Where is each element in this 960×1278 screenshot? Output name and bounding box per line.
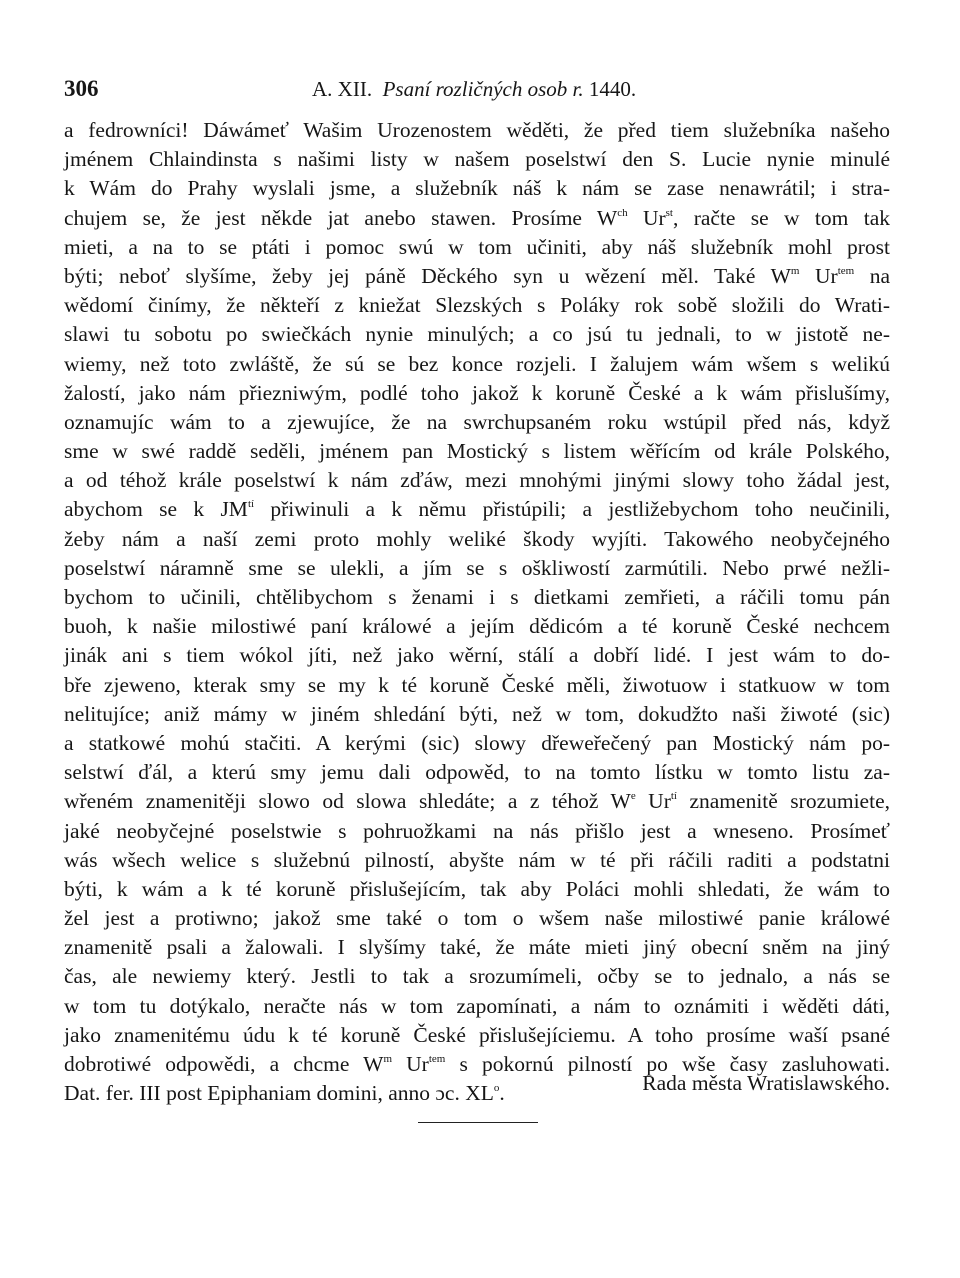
text-line xyxy=(64,233,890,262)
text-line xyxy=(64,817,890,846)
text-line xyxy=(64,583,890,612)
text-line xyxy=(64,495,890,524)
text-line xyxy=(64,962,890,991)
text-line xyxy=(64,787,890,816)
section-label: A. XII. xyxy=(312,77,373,101)
text-line xyxy=(64,846,890,875)
text-segment: býti, k wám a k té koruně přislušejícím, tak aby Poláci mohli shledati, že wám to xyxy=(64,876,890,901)
text-line xyxy=(64,904,890,933)
text-line xyxy=(64,641,890,670)
text-segment: žel jest a protiwno; jakož sme také o tom o wšem naše milostiwé panie králowé xyxy=(64,906,890,931)
text-segment: a fedrowníci! Dáwámeť Wašim Urozenostem wěděti, že před tiem služebníka našeho xyxy=(64,118,890,142)
text-segment: bychom to učinili, chtělibychom s ženami i s dietkami zemřieti, a ráčili tomu pán xyxy=(64,585,890,609)
text-segment: Ur xyxy=(635,789,671,814)
text-segment: bře zjeweno, kterak smy se my k té koruně České měli, žiwotuow i statkuow w tom xyxy=(64,672,890,697)
text-segment: Ur xyxy=(627,205,666,230)
running-title xyxy=(312,72,636,106)
text-segment: oznamujíc wám to a zjewujíce, že na swrchupsaném roku wstúpil před nás, když xyxy=(64,409,890,434)
superscript: m xyxy=(790,264,800,277)
text-segment: poselstwí náramně sme se ulekli, a jím se s oškliwostí zarmútili. Nebo prwé nežli- xyxy=(64,555,890,580)
text-segment: slawi tu sobotu po swiečkách nynie minulých; a co jsú tu jednali, to w jistotě ne- xyxy=(64,322,890,347)
superscript: tí xyxy=(670,790,677,803)
text-segment: selstwí ďál, a kterú smy jemu dali odpowěd, to na tomto lístku w tomto listu za- xyxy=(64,760,890,785)
closing-rule xyxy=(418,1122,538,1123)
text-line xyxy=(64,554,890,583)
text-segment: s pokornú pilností po wše časy zasluhowati. xyxy=(445,1052,891,1076)
text-segment: čas, ale newiemy který. Jestli to tak a srozumímeli, očby se to jednalo, a nás se xyxy=(64,964,890,989)
superscript: m xyxy=(383,1053,392,1065)
text-line xyxy=(64,1021,890,1050)
text-line xyxy=(64,350,890,379)
text-segment: wiemy, než toto zwláště, že sú se bez konce rozjeli. I žalujem wám wšem s welikú xyxy=(64,351,890,376)
text-line xyxy=(64,700,890,729)
text-segment: jinák ani s tiem wókol jíti, než jako wěrní, stálí a dobří lidé. I jest wám to do- xyxy=(64,643,890,668)
text-segment: na xyxy=(854,263,891,288)
text-line xyxy=(64,758,890,787)
text-segment: buoh, k našie milostiwé paní králowé a jejím dědicóm a té koruně České nechcem xyxy=(64,614,890,639)
text-segment: sme w swé raddě seděli, jménem pan Mostický s listem wěřícím od krále Polského, xyxy=(64,439,890,464)
running-head xyxy=(64,72,899,106)
text-segment: přiwinuli a k němu přistúpili; a jestližebychom toho neučinili, xyxy=(254,497,891,522)
text-segment: k Wám do Prahy wyslali jsme, a služebník náš k nám se zase nenawrátil; i stra- xyxy=(64,176,890,201)
text-segment: nelitujíce; aniž mámy w jiném shledání býti, než w tom, dokudžto naši žiwoté (sic) xyxy=(64,701,890,726)
text-segment: dobrotiwé odpowědi, a chcme W xyxy=(64,1052,384,1076)
text-segment: jaké neobyčejné poselstwie s pohruožkami na nás přišlo jest a wneseno. Prosímeť xyxy=(64,818,890,843)
text-segment: jménem Chlaindinsta s našimi listy w našem poselstwí den S. Lucie nynie minulé xyxy=(64,147,890,172)
letter-body xyxy=(64,116,890,1108)
superscript: o xyxy=(493,1082,500,1095)
text-segment: Ur xyxy=(392,1052,429,1076)
text-line xyxy=(64,320,890,349)
text-line xyxy=(64,933,890,962)
text-segment: znamenitě psali a žalowali. I slyšímy také, že máte mieti jiný obecní sněm na jiný xyxy=(64,935,890,960)
text-segment: Dat. fer. III post Epiphaniam domini, anno ɔc. XL xyxy=(64,1081,494,1106)
text-segment: mieti, a na to se ptáti i pomoc swú w tom učiniti, aby náš služebník mohl prost xyxy=(64,234,890,259)
text-segment: jako znamenitému údu k té koruně České přislušejíciemu. A toho prosíme waší psané xyxy=(64,1022,890,1047)
text-line xyxy=(64,612,890,641)
text-segment: znamenitě srozumiete, xyxy=(677,789,890,814)
text-line xyxy=(64,437,890,466)
running-title-year: 1440. xyxy=(588,77,637,101)
text-segment: a statkowé mohú stačiti. A kerými (sic) slowy dřeweřečený pan Mostický nám po- xyxy=(64,730,890,755)
text-line xyxy=(64,174,890,203)
text-segment: w tom tu dotýkalo, neračte nás w tom zapomínati, a nám to oznámiti i wěděti dáti, xyxy=(64,993,890,1018)
text-segment: . xyxy=(499,1081,505,1106)
text-segment: wědomí činímy, že někteří z kniežat Slezských s Poláky rok sobě složili do Wrati- xyxy=(64,293,890,318)
text-line xyxy=(64,671,890,700)
text-line xyxy=(64,204,890,233)
text-line xyxy=(64,145,890,174)
superscript: st xyxy=(665,206,673,219)
text-segment: Ur xyxy=(799,263,838,288)
superscript: ch xyxy=(617,206,628,219)
text-segment: býti; neboť slyšíme, žeby jej páně Děckého syn u wězení měl. Také W xyxy=(64,263,791,288)
text-line xyxy=(64,291,890,320)
text-segment: žalostí, jako nám přiezniwým, podlé toho jakož k koruně České a k wám přislušímy, xyxy=(64,380,890,405)
text-segment: chujem se, že jest někde jat anebo stawen. Prosíme W xyxy=(64,205,618,230)
text-line xyxy=(64,875,890,904)
text-segment: wřeném znamenitěji slowo od slowa shledáte; a z téhož W xyxy=(64,789,631,814)
text-line xyxy=(64,525,890,554)
superscript: tem xyxy=(428,1053,446,1065)
text-line xyxy=(64,992,890,1021)
page-number: 306 xyxy=(64,76,99,101)
text-segment: žeby nám a naší zemi proto mohly weliké škody wyjíti. Takowého neobyčejného xyxy=(64,526,890,551)
superscript: e xyxy=(630,790,636,803)
text-line xyxy=(64,408,890,437)
text-segment: a od téhož krále poselstwí k nám zďáw, mezi mnohými jinými slowy toho žádal jest, xyxy=(64,468,890,493)
text-line xyxy=(64,379,890,408)
text-segment: , račte se w tom tak xyxy=(672,205,890,230)
signature: Rada města Wratislawského. xyxy=(642,1071,890,1095)
text-line xyxy=(64,262,890,291)
text-line xyxy=(64,466,890,495)
superscript: tí xyxy=(247,498,255,511)
running-title-italic: Psaní rozličných osob r. xyxy=(382,77,584,101)
text-line xyxy=(64,116,890,145)
text-line xyxy=(64,729,890,758)
text-segment: abychom se k JM xyxy=(64,497,248,522)
superscript: tem xyxy=(837,264,855,277)
text-segment: wás wšech welice s služebnú pilností, abyšte nám w té při ráčili raditi a podstatni xyxy=(64,847,890,872)
